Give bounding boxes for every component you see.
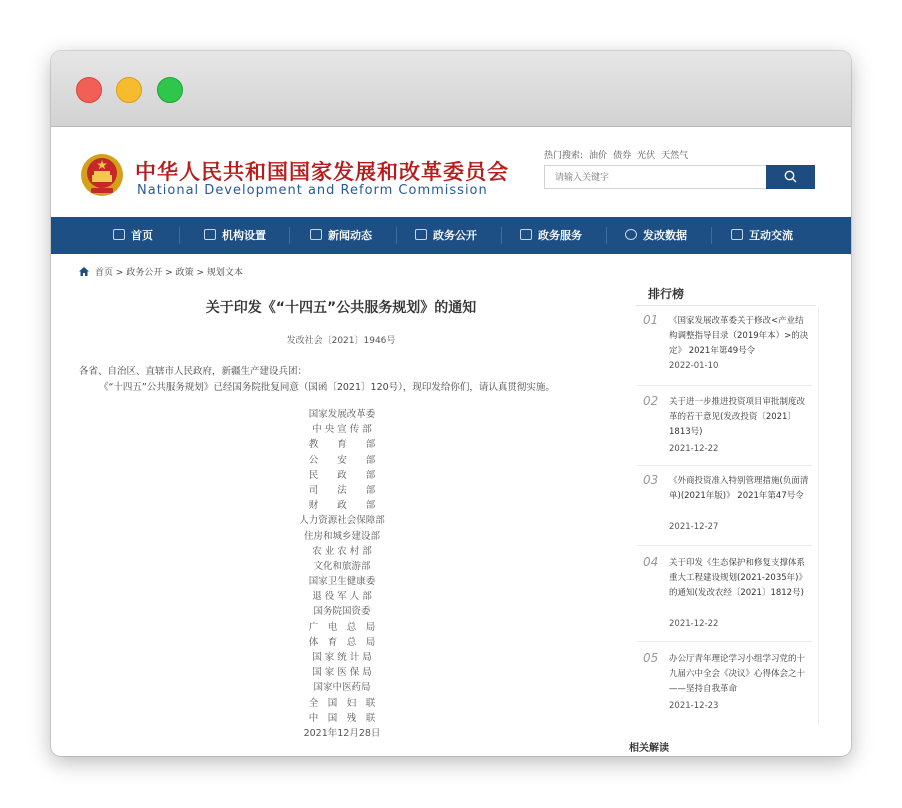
ranking-link[interactable]: 《国家发展改革委关于修改<产业结构调整指导目录（2019年本）>的决定》 2021年第49号令 bbox=[669, 316, 809, 356]
nav-item-news[interactable] bbox=[310, 217, 372, 254]
ranking-link[interactable]: 办公厅青年理论学习小组学习党的十九届六中全会《决议》心得体会之十 ——坚持自我革命 bbox=[669, 654, 806, 694]
home-icon bbox=[79, 267, 89, 276]
nav-divider bbox=[711, 227, 712, 244]
ranking-separator bbox=[637, 545, 812, 546]
signer: 财 政 部 bbox=[308, 500, 376, 512]
ranking-title: 排行榜 bbox=[648, 287, 685, 301]
ranking-date: 2021-12-22 bbox=[669, 444, 719, 454]
home-icon bbox=[113, 229, 125, 240]
site-name-en[interactable]: National Development and Reform Commission bbox=[137, 183, 488, 198]
signer: 国务院国资委 bbox=[313, 606, 371, 618]
signer: 司 法 部 bbox=[308, 484, 376, 496]
signer: 公 安 部 bbox=[308, 454, 376, 466]
hot-search-bar bbox=[544, 148, 694, 161]
nav-label: 互动交流 bbox=[749, 229, 793, 242]
ranking-number: 03 bbox=[643, 473, 659, 487]
ranking-separator bbox=[637, 385, 812, 386]
signer: 人力资源社会保障部 bbox=[299, 515, 385, 527]
nav-divider bbox=[289, 227, 290, 244]
breadcrumb-item[interactable]: 政策 bbox=[175, 268, 194, 278]
national-emblem-icon bbox=[79, 151, 125, 199]
signer: 中 国 残 联 bbox=[308, 712, 376, 724]
nav-label: 新闻动态 bbox=[328, 229, 372, 242]
ranking-separator bbox=[637, 641, 812, 642]
ranking-divider bbox=[636, 305, 816, 306]
signer: 广 电 总 局 bbox=[308, 621, 376, 633]
signer: 国家卫生健康委 bbox=[308, 576, 376, 588]
main-nav bbox=[51, 217, 851, 254]
signer: 文化和旅游部 bbox=[313, 560, 371, 572]
pie-chart-icon bbox=[625, 229, 637, 240]
related-interpretation-heading: 相关解读 bbox=[629, 743, 669, 754]
chat-icon bbox=[731, 229, 743, 240]
ranking-number: 05 bbox=[643, 651, 659, 665]
signer: 国 家 医 保 局 bbox=[312, 667, 372, 679]
document-icon bbox=[310, 229, 322, 240]
nav-divider bbox=[606, 227, 607, 244]
ranking-date: 2022-01-10 bbox=[669, 361, 719, 371]
ranking-number: 01 bbox=[643, 313, 659, 327]
signer: 农 业 农 村 部 bbox=[312, 545, 372, 557]
nav-item-public-affairs[interactable] bbox=[415, 217, 477, 254]
search-icon bbox=[784, 170, 797, 183]
nav-item-home[interactable] bbox=[113, 217, 153, 254]
nav-label: 机构设置 bbox=[222, 229, 266, 242]
signer: 国家中医药局 bbox=[313, 682, 371, 694]
document-number: 发改社会〔2021〕1946号 bbox=[286, 336, 396, 346]
close-window-button[interactable] bbox=[76, 77, 102, 103]
browser-window bbox=[51, 51, 851, 756]
ranking-link[interactable]: 关于印发《生态保护和修复支撑体系重大工程建设规划(2021-2035年)》的通知(发改农经〔2021〕1812号) bbox=[669, 558, 807, 598]
clipboard-icon bbox=[520, 229, 532, 240]
site-name-cn[interactable]: 中华人民共和国国家发展和改革委员会 bbox=[135, 159, 509, 184]
signer: 教 育 部 bbox=[308, 439, 376, 451]
signer: 住房和城乡建设部 bbox=[303, 530, 380, 542]
hot-search-label: 热门搜索: bbox=[544, 151, 584, 161]
signer: 退 役 军 人 部 bbox=[312, 591, 372, 603]
signer: 中 央 宣 传 部 bbox=[312, 424, 372, 436]
signer: 体 育 总 局 bbox=[308, 636, 376, 648]
hot-search-term[interactable]: 天然气 bbox=[661, 151, 689, 161]
signer: 全 国 妇 联 bbox=[308, 697, 376, 709]
search-button[interactable] bbox=[766, 165, 815, 189]
ranking-link[interactable]: 关于进一步推进投资项目审批制度改革的若干意见(发改投资〔2021〕1813号) bbox=[669, 397, 806, 437]
nav-label: 首页 bbox=[131, 229, 153, 242]
dome-icon bbox=[415, 229, 427, 240]
signer: 民 政 部 bbox=[308, 469, 376, 481]
ranking-link[interactable]: 《外商投资准入特别管理措施(负面清单)(2021年版)》 2021年第47号令 bbox=[669, 476, 809, 501]
nav-divider bbox=[396, 227, 397, 244]
nav-label: 政务公开 bbox=[433, 229, 477, 242]
signer-list bbox=[291, 407, 393, 741]
ranking-date: 2021-12-22 bbox=[669, 619, 719, 629]
signer: 国 家 统 计 局 bbox=[312, 652, 372, 663]
ranking-separator bbox=[637, 465, 812, 466]
window-titlebar bbox=[51, 51, 851, 127]
signer: 国家发展改革委 bbox=[308, 409, 376, 420]
nav-item-data[interactable] bbox=[625, 217, 687, 254]
article-body: 《“十四五”公共服务规划》已经国务院批复同意（国函〔2021〕120号），现印发给你们，请认真贯彻实施。 bbox=[99, 382, 555, 393]
breadcrumb-item[interactable]: 规划文本 bbox=[206, 268, 243, 278]
hot-search-term[interactable]: 油价 bbox=[589, 151, 608, 161]
nav-item-organization[interactable] bbox=[204, 217, 266, 254]
hot-search-term[interactable]: 债券 bbox=[613, 151, 632, 161]
signature-date: 2021年12月28日 bbox=[303, 727, 381, 739]
ranking-date: 2021-12-23 bbox=[669, 701, 719, 711]
building-icon bbox=[204, 229, 216, 240]
maximize-window-button[interactable] bbox=[157, 77, 183, 103]
breadcrumb-item[interactable]: 政务公开 bbox=[126, 268, 163, 278]
nav-item-services[interactable] bbox=[520, 217, 582, 254]
nav-label: 政务服务 bbox=[538, 229, 582, 242]
breadcrumb: 首页 > 政务公开 > 政策 > 规划文本 bbox=[79, 265, 243, 278]
ranking-date: 2021-12-27 bbox=[669, 522, 719, 532]
search-input[interactable] bbox=[545, 166, 767, 190]
minimize-window-button[interactable] bbox=[116, 77, 142, 103]
nav-label: 发改数据 bbox=[643, 229, 687, 242]
ranking-number: 02 bbox=[643, 394, 659, 408]
nav-divider bbox=[179, 227, 180, 244]
ranking-number: 04 bbox=[643, 555, 659, 569]
site-header bbox=[51, 127, 851, 217]
ranking-list bbox=[631, 307, 819, 725]
hot-search-term[interactable]: 光伏 bbox=[637, 151, 656, 161]
nav-item-interaction[interactable] bbox=[731, 217, 793, 254]
article-salutation: 各省、自治区、直辖市人民政府，新疆生产建设兵团： bbox=[79, 366, 308, 377]
breadcrumb-item[interactable]: 首页 bbox=[95, 268, 114, 278]
search-box bbox=[544, 165, 768, 189]
article-title: 关于印发《“十四五”公共服务规划》的通知 bbox=[205, 300, 477, 316]
nav-divider bbox=[501, 227, 502, 244]
